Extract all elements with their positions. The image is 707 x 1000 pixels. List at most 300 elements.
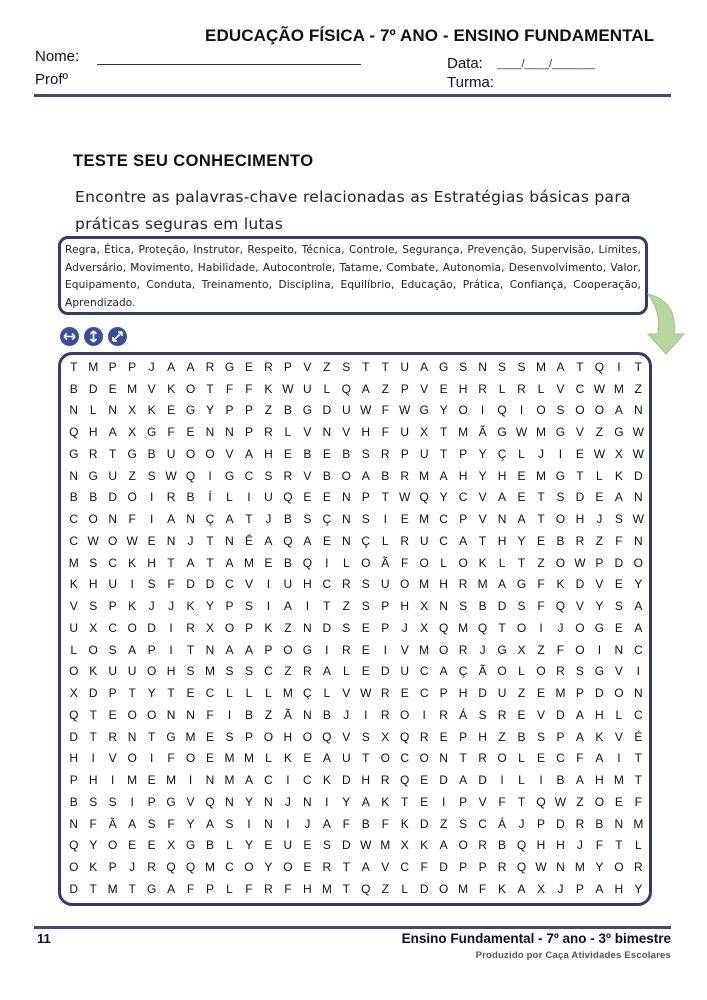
grid-cell[interactable]: X (400, 838, 409, 853)
grid-cell[interactable]: O (88, 642, 98, 657)
grid-cell[interactable]: F (284, 881, 292, 896)
grid-cell[interactable]: L (615, 707, 623, 722)
grid-cell[interactable]: B (69, 490, 78, 505)
grid-cell[interactable]: X (420, 425, 429, 440)
grid-cell[interactable]: J (168, 599, 175, 614)
grid-cell[interactable]: E (264, 555, 273, 570)
grid-cell[interactable]: E (517, 468, 526, 483)
grid-cell[interactable]: I (149, 490, 154, 505)
grid-cell[interactable]: R (341, 642, 351, 657)
grid-cell[interactable]: N (497, 512, 507, 527)
grid-cell[interactable]: T (459, 751, 467, 766)
grid-cell[interactable]: S (361, 512, 370, 527)
grid-cell[interactable]: R (264, 881, 273, 896)
grid-cell[interactable]: L (518, 773, 525, 788)
grid-cell[interactable]: X (517, 642, 526, 657)
grid-cell[interactable]: H (556, 838, 565, 853)
grid-cell[interactable]: T (167, 686, 175, 701)
grid-cell[interactable]: W (632, 446, 644, 461)
grid-cell[interactable]: Ç (497, 446, 507, 461)
grid-cell[interactable]: S (575, 664, 584, 679)
grid-cell[interactable]: M (419, 577, 430, 592)
grid-cell[interactable]: U (69, 620, 79, 635)
grid-cell[interactable]: I (188, 773, 193, 788)
grid-cell[interactable]: S (361, 446, 370, 461)
grid-cell[interactable]: Y (244, 838, 253, 853)
grid-cell[interactable]: V (147, 381, 156, 396)
grid-cell[interactable]: S (108, 642, 117, 657)
grid-cell[interactable]: S (361, 577, 370, 592)
grid-cell[interactable]: G (497, 425, 507, 440)
grid-cell[interactable]: D (380, 664, 390, 679)
grid-cell[interactable]: F (167, 577, 175, 592)
grid-cell[interactable]: D (595, 686, 604, 701)
grid-cell[interactable]: Y (147, 686, 156, 701)
grid-cell[interactable]: O (127, 620, 137, 635)
grid-cell[interactable]: D (633, 468, 643, 483)
grid-cell[interactable]: D (69, 881, 79, 896)
grid-cell[interactable]: O (497, 751, 507, 766)
grid-cell[interactable]: N (225, 794, 234, 809)
grid-cell[interactable]: E (361, 620, 370, 635)
grid-cell[interactable]: J (537, 446, 544, 461)
grid-cell[interactable]: C (419, 686, 429, 701)
grid-cell[interactable]: R (88, 446, 98, 461)
grid-cell[interactable]: S (459, 816, 468, 831)
grid-cell[interactable]: A (186, 555, 195, 570)
grid-cell[interactable]: A (264, 533, 273, 548)
grid-cell[interactable]: I (247, 816, 251, 831)
grid-cell[interactable]: S (459, 599, 468, 614)
grid-cell[interactable]: M (185, 729, 196, 744)
grid-cell[interactable]: M (419, 642, 430, 657)
grid-cell[interactable]: W (535, 860, 547, 875)
grid-cell[interactable]: X (69, 686, 78, 701)
grid-cell[interactable]: I (266, 599, 271, 614)
grid-cell[interactable]: A (167, 359, 176, 374)
grid-cell[interactable]: I (383, 642, 387, 657)
grid-cell[interactable]: J (557, 881, 564, 896)
grid-cell[interactable]: A (575, 729, 584, 744)
grid-cell[interactable]: K (128, 599, 137, 614)
grid-cell[interactable]: S (225, 729, 234, 744)
grid-cell[interactable]: H (283, 729, 293, 744)
grid-cell[interactable]: G (127, 446, 137, 461)
grid-cell[interactable]: M (107, 881, 118, 896)
grid-cell[interactable]: I (149, 751, 154, 766)
grid-cell[interactable]: G (497, 642, 507, 657)
grid-cell[interactable]: U (283, 838, 293, 853)
grid-cell[interactable]: Q (419, 490, 429, 505)
grid-cell[interactable]: D (575, 577, 585, 592)
grid-cell[interactable]: K (498, 881, 507, 896)
grid-cell[interactable]: M (224, 773, 235, 788)
grid-cell[interactable]: Y (206, 403, 215, 418)
grid-cell[interactable]: O (614, 686, 624, 701)
grid-cell[interactable]: O (108, 533, 118, 548)
grid-cell[interactable]: N (633, 490, 643, 505)
grid-cell[interactable]: A (517, 512, 526, 527)
grid-cell[interactable]: F (634, 794, 642, 809)
grid-cell[interactable]: E (536, 686, 545, 701)
grid-cell[interactable]: M (613, 381, 624, 396)
grid-cell[interactable]: P (128, 359, 137, 374)
grid-cell[interactable]: A (575, 707, 584, 722)
grid-cell[interactable]: P (459, 512, 468, 527)
grid-cell[interactable]: L (498, 555, 506, 570)
grid-cell[interactable]: B (303, 446, 312, 461)
grid-cell[interactable]: I (500, 773, 504, 788)
grid-cell[interactable]: J (187, 533, 194, 548)
grid-cell[interactable]: J (148, 599, 155, 614)
grid-cell[interactable]: K (89, 860, 98, 875)
grid-cell[interactable]: X (614, 446, 623, 461)
grid-cell[interactable]: A (498, 490, 507, 505)
grid-cell[interactable]: I (364, 707, 368, 722)
grid-cell[interactable]: C (264, 664, 273, 679)
grid-cell[interactable]: B (283, 512, 292, 527)
grid-cell[interactable]: E (420, 773, 429, 788)
grid-cell[interactable]: P (459, 729, 468, 744)
grid-cell[interactable]: A (128, 642, 137, 657)
grid-cell[interactable]: A (634, 620, 643, 635)
grid-cell[interactable]: B (206, 838, 215, 853)
grid-cell[interactable]: X (167, 838, 176, 853)
grid-cell[interactable]: O (419, 555, 429, 570)
grid-cell[interactable]: N (69, 816, 79, 831)
grid-cell[interactable]: E (147, 838, 156, 853)
grid-cell[interactable]: P (69, 773, 78, 788)
grid-cell[interactable]: X (128, 425, 137, 440)
grid-cell[interactable]: S (536, 729, 545, 744)
grid-cell[interactable]: U (380, 577, 390, 592)
grid-cell[interactable]: T (634, 751, 642, 766)
grid-cell[interactable]: C (419, 664, 429, 679)
grid-cell[interactable]: I (130, 794, 134, 809)
grid-cell[interactable]: C (322, 577, 332, 592)
grid-cell[interactable]: L (226, 838, 233, 853)
grid-cell[interactable]: U (419, 533, 429, 548)
grid-cell[interactable]: A (459, 533, 468, 548)
grid-cell[interactable]: P (108, 860, 117, 875)
grid-cell[interactable]: S (614, 599, 623, 614)
grid-cell[interactable]: Í (208, 490, 212, 505)
grid-cell[interactable]: A (634, 599, 643, 614)
grid-cell[interactable]: U (400, 425, 410, 440)
grid-cell[interactable]: G (166, 794, 176, 809)
grid-cell[interactable]: O (536, 403, 546, 418)
grid-cell[interactable]: B (322, 468, 331, 483)
grid-cell[interactable]: A (167, 512, 176, 527)
grid-cell[interactable]: W (399, 490, 411, 505)
grid-cell[interactable]: A (128, 816, 137, 831)
grid-cell[interactable]: J (129, 860, 136, 875)
grid-cell[interactable]: Z (517, 686, 526, 701)
grid-cell[interactable]: O (400, 707, 410, 722)
grid-cell[interactable]: K (69, 577, 78, 592)
grid-cell[interactable]: M (419, 512, 430, 527)
grid-cell[interactable]: U (108, 577, 117, 592)
grid-cell[interactable]: E (186, 686, 195, 701)
grid-cell[interactable]: N (108, 512, 117, 527)
grid-cell[interactable]: C (244, 468, 254, 483)
grid-cell[interactable]: F (381, 816, 389, 831)
grid-cell[interactable]: F (420, 860, 428, 875)
grid-cell[interactable]: P (595, 555, 604, 570)
grid-cell[interactable]: K (128, 555, 137, 570)
grid-cell[interactable]: V (575, 425, 584, 440)
grid-cell[interactable]: D (341, 838, 351, 853)
grid-cell[interactable]: N (633, 533, 643, 548)
grid-cell[interactable]: S (89, 599, 98, 614)
grid-cell[interactable]: I (266, 577, 271, 592)
grid-cell[interactable]: K (400, 816, 409, 831)
grid-cell[interactable]: P (381, 599, 390, 614)
grid-cell[interactable]: J (148, 359, 155, 374)
grid-cell[interactable]: R (497, 860, 507, 875)
grid-cell[interactable]: Y (89, 838, 98, 853)
grid-cell[interactable]: F (225, 381, 234, 396)
grid-cell[interactable]: G (185, 403, 196, 418)
grid-cell[interactable]: S (517, 359, 526, 374)
grid-cell[interactable]: M (458, 620, 469, 635)
grid-cell[interactable]: P (147, 642, 156, 657)
grid-cell[interactable]: B (498, 838, 507, 853)
grid-cell[interactable]: E (536, 533, 545, 548)
grid-cell[interactable]: Y (206, 599, 215, 614)
grid-cell[interactable]: O (263, 729, 274, 744)
grid-cell[interactable]: E (614, 577, 623, 592)
grid-cell[interactable]: E (147, 533, 156, 548)
grid-cell[interactable]: S (342, 620, 351, 635)
grid-cell[interactable]: A (439, 664, 448, 679)
grid-cell[interactable]: B (595, 816, 604, 831)
grid-cell[interactable]: M (205, 860, 216, 875)
grid-cell[interactable]: W (360, 838, 372, 853)
grid-cell[interactable]: L (89, 403, 97, 418)
grid-cell[interactable]: Z (284, 664, 292, 679)
grid-cell[interactable]: Ã (283, 707, 292, 722)
grid-cell[interactable]: R (186, 620, 195, 635)
grid-cell[interactable]: E (575, 446, 584, 461)
grid-cell[interactable]: T (576, 468, 584, 483)
grid-cell[interactable]: E (517, 707, 526, 722)
grid-cell[interactable]: N (633, 686, 643, 701)
grid-cell[interactable]: U (419, 446, 429, 461)
grid-cell[interactable]: F (401, 555, 409, 570)
grid-cell[interactable]: E (322, 533, 331, 548)
grid-cell[interactable]: P (575, 881, 584, 896)
grid-cell[interactable]: E (614, 620, 623, 635)
grid-cell[interactable]: Z (264, 403, 273, 418)
grid-cell[interactable]: T (537, 490, 545, 505)
grid-cell[interactable]: G (166, 729, 176, 744)
grid-cell[interactable]: Q (477, 620, 488, 635)
grid-cell[interactable]: C (108, 555, 117, 570)
grid-cell[interactable]: D (556, 707, 565, 722)
grid-cell[interactable]: N (264, 816, 273, 831)
grid-cell[interactable]: A (595, 751, 604, 766)
grid-cell[interactable]: M (613, 773, 624, 788)
grid-cell[interactable]: P (108, 359, 117, 374)
grid-cell[interactable]: R (478, 381, 487, 396)
grid-cell[interactable]: H (400, 599, 410, 614)
grid-cell[interactable]: Y (186, 816, 195, 831)
grid-cell[interactable]: D (88, 381, 98, 396)
grid-cell[interactable]: E (322, 446, 331, 461)
grid-cell[interactable]: T (70, 359, 78, 374)
grid-cell[interactable]: Q (594, 359, 605, 374)
grid-cell[interactable]: O (555, 555, 566, 570)
grid-cell[interactable]: O (185, 751, 196, 766)
grid-cell[interactable]: D (205, 577, 215, 592)
grid-cell[interactable]: A (244, 642, 253, 657)
grid-cell[interactable]: R (264, 425, 273, 440)
grid-cell[interactable]: T (634, 359, 642, 374)
grid-cell[interactable]: M (458, 425, 469, 440)
grid-cell[interactable]: Y (595, 860, 604, 875)
grid-cell[interactable]: E (303, 838, 312, 853)
grid-cell[interactable]: S (517, 599, 526, 614)
grid-cell[interactable]: M (419, 468, 430, 483)
grid-cell[interactable]: O (341, 468, 351, 483)
grid-cell[interactable]: L (323, 686, 331, 701)
grid-cell[interactable]: F (576, 751, 584, 766)
grid-cell[interactable]: T (537, 512, 545, 527)
grid-cell[interactable]: L (226, 881, 233, 896)
grid-cell[interactable]: E (264, 838, 273, 853)
grid-cell[interactable]: Y (517, 533, 526, 548)
grid-cell[interactable]: V (556, 381, 565, 396)
grid-cell[interactable]: L (342, 555, 350, 570)
grid-cell[interactable]: C (633, 642, 643, 657)
grid-cell[interactable]: H (361, 773, 371, 788)
grid-cell[interactable]: R (108, 729, 117, 744)
grid-cell[interactable]: A (459, 773, 468, 788)
grid-cell[interactable]: O (146, 664, 157, 679)
grid-cell[interactable]: I (130, 577, 134, 592)
grid-cell[interactable]: T (206, 533, 214, 548)
grid-cell[interactable]: N (322, 425, 332, 440)
grid-cell[interactable]: U (341, 751, 351, 766)
grid-cell[interactable]: O (497, 664, 507, 679)
grid-cell[interactable]: I (169, 642, 173, 657)
grid-cell[interactable]: C (225, 860, 234, 875)
grid-cell[interactable]: S (614, 512, 623, 527)
grid-cell[interactable]: A (556, 359, 565, 374)
grid-cell[interactable]: P (283, 359, 292, 374)
grid-cell[interactable]: R (458, 642, 468, 657)
grid-cell[interactable]: O (380, 751, 390, 766)
grid-cell[interactable]: D (186, 577, 195, 592)
grid-cell[interactable]: E (206, 729, 215, 744)
grid-cell[interactable]: C (108, 620, 117, 635)
grid-cell[interactable]: T (362, 751, 370, 766)
grid-cell[interactable]: A (614, 490, 623, 505)
grid-cell[interactable]: A (439, 838, 448, 853)
grid-cell[interactable]: E (614, 794, 623, 809)
grid-cell[interactable]: L (265, 686, 272, 701)
grid-cell[interactable]: Q (555, 599, 566, 614)
grid-cell[interactable]: E (517, 490, 526, 505)
grid-cell[interactable]: C (458, 490, 468, 505)
grid-cell[interactable]: Ê (244, 533, 253, 548)
grid-cell[interactable]: T (401, 794, 409, 809)
grid-cell[interactable]: L (226, 490, 233, 505)
grid-cell[interactable]: Q (497, 403, 507, 418)
grid-cell[interactable]: Q (400, 773, 410, 788)
grid-cell[interactable]: N (225, 425, 234, 440)
grid-cell[interactable]: I (636, 664, 640, 679)
grid-cell[interactable]: F (537, 599, 545, 614)
grid-cell[interactable]: V (575, 599, 584, 614)
grid-cell[interactable]: D (322, 403, 332, 418)
grid-cell[interactable]: I (325, 794, 329, 809)
grid-cell[interactable]: D (556, 816, 565, 831)
grid-cell[interactable]: A (283, 599, 292, 614)
grid-cell[interactable]: B (478, 599, 487, 614)
grid-cell[interactable]: Ç (303, 686, 312, 701)
grid-cell[interactable]: H (536, 838, 546, 853)
grid-cell[interactable]: W (360, 403, 372, 418)
grid-cell[interactable]: L (70, 642, 78, 657)
grid-cell[interactable]: S (361, 729, 370, 744)
grid-cell[interactable]: S (478, 707, 487, 722)
grid-cell[interactable]: Q (283, 533, 293, 548)
grid-cell[interactable]: P (108, 686, 117, 701)
grid-cell[interactable]: O (244, 860, 254, 875)
grid-cell[interactable]: B (556, 773, 565, 788)
grid-cell[interactable]: R (458, 577, 468, 592)
grid-cell[interactable]: F (206, 707, 214, 722)
grid-cell[interactable]: O (185, 446, 196, 461)
grid-cell[interactable]: G (146, 881, 157, 896)
grid-cell[interactable]: S (342, 359, 351, 374)
grid-cell[interactable]: T (362, 359, 370, 374)
grid-cell[interactable]: Q (400, 729, 410, 744)
grid-cell[interactable]: Q (516, 860, 527, 875)
grid-cell[interactable]: K (264, 620, 273, 635)
grid-cell[interactable]: G (594, 664, 605, 679)
grid-cell[interactable]: S (322, 838, 331, 853)
grid-cell[interactable]: N (108, 403, 117, 418)
grid-cell[interactable]: F (342, 816, 350, 831)
grid-cell[interactable]: K (420, 838, 429, 853)
grid-cell[interactable]: U (497, 686, 507, 701)
grid-cell[interactable]: Q (69, 838, 79, 853)
grid-cell[interactable]: H (303, 881, 312, 896)
grid-cell[interactable]: M (633, 816, 644, 831)
grid-cell[interactable]: P (459, 794, 468, 809)
grid-cell[interactable]: O (283, 642, 293, 657)
grid-cell[interactable]: T (128, 686, 136, 701)
grid-cell[interactable]: F (167, 751, 175, 766)
grid-cell[interactable]: R (575, 533, 585, 548)
grid-cell[interactable]: Y (634, 577, 643, 592)
grid-cell[interactable]: M (458, 881, 469, 896)
grid-cell[interactable]: H (147, 555, 156, 570)
grid-cell[interactable]: C (69, 533, 79, 548)
grid-cell[interactable]: C (556, 751, 565, 766)
grid-cell[interactable]: C (69, 512, 79, 527)
grid-cell[interactable]: Z (498, 729, 506, 744)
grid-cell[interactable]: L (401, 881, 409, 896)
grid-cell[interactable]: A (225, 555, 234, 570)
grid-cell[interactable]: F (167, 816, 175, 831)
grid-cell[interactable]: N (303, 620, 312, 635)
grid-cell[interactable]: N (166, 533, 176, 548)
grid-cell[interactable]: M (127, 773, 138, 788)
